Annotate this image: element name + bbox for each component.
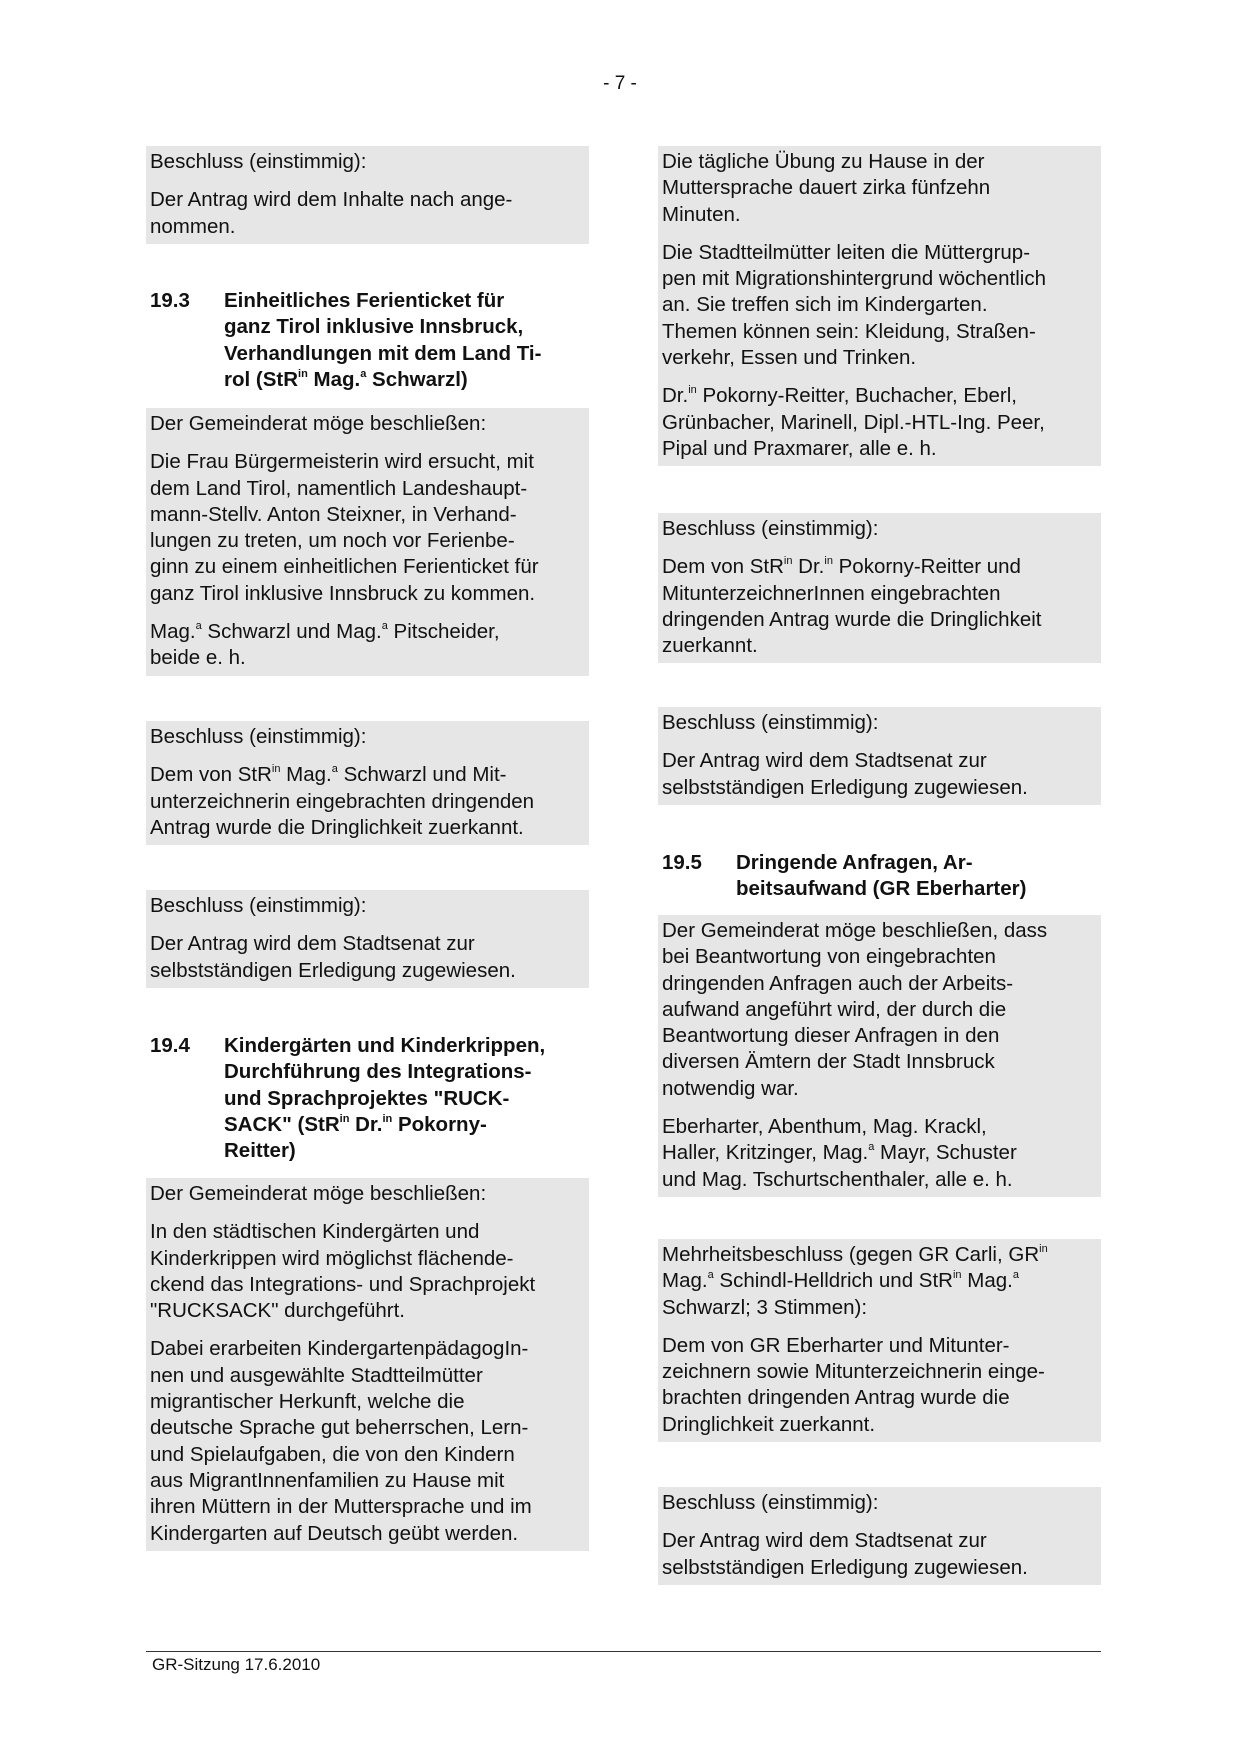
motion-box-19-4: [146, 1178, 589, 1551]
resolution-label: Beschluss (einstimmig):: [150, 150, 367, 173]
motion-box-19-3: [146, 408, 589, 676]
section-title: Kindergärten und Kinderkrippen, Durchführung des Integrations- und Sprachprojektes "RUCK- SACK" (StR$^{in}$ Dr.$^{in}$ Pokorny- Reitter): [224, 1034, 546, 1163]
resolution-text: Der Antrag wird dem Stadtsenat zur selbstständigen Erledigung zugewiesen.: [150, 932, 516, 982]
resolution-label: Beschluss (einstimmig):: [662, 517, 879, 540]
motion-text: Die tägliche Übung zu Hause in der Muttersprache dauert zirka fünfzehn Minuten.: [662, 150, 991, 226]
resolution-box-4: [658, 513, 1101, 663]
motion-text: In den städtischen Kindergärten und Kinderkrippen wird möglichst flächende- ckend das Integrations- und Sprachprojekt "RUCKSACK" durchgeführt.: [150, 1220, 536, 1323]
motion-text: Der Gemeinderat möge beschließen, dass bei Beantwortung von eingebrachten dringenden Anfragen auch der Arbeits- aufwand angeführt wird, der durch die Beantwortung dieser Anfragen in den diversen Ämtern der Stadt Innsbruck notwendig war.: [662, 919, 1048, 1100]
section-number: 19.3: [150, 289, 190, 312]
resolution-box-5: [658, 707, 1101, 805]
resolution-label: Beschluss (einstimmig):: [662, 1491, 879, 1514]
section-title: Dringende Anfragen, Ar- beitsaufwand (GR Eberharter): [736, 851, 1027, 901]
motion-label: Der Gemeinderat möge beschließen:: [150, 412, 487, 435]
resolution-text: Dem von GR Eberharter und Mitunter- zeichnern sowie Mitunterzeichnerin einge- brachten dringenden Antrag wurde die Dringlichkeit zuerkannt.: [662, 1333, 1045, 1436]
resolution-label: Beschluss (einstimmig):: [150, 894, 367, 917]
resolution-box-7: [658, 1487, 1101, 1585]
page-number: - 7 -: [603, 73, 637, 94]
section-heading-19-3: [146, 288, 589, 393]
motion-text: Die Stadtteilmütter leiten die Müttergrup- pen mit Migrationshintergrund wöchentlich an. Sie treffen sich im Kindergarten. Themen können sein: Kleidung, Straßen- verkehr, Essen und Trinken.: [662, 240, 1047, 370]
motion-label: Der Gemeinderat möge beschließen:: [150, 1182, 487, 1205]
resolution-label: Mehrheitsbeschluss (gegen GR Carli, $GR^{in}$ Mag.$^a$ Schindl-Helldrich und StR$^{in}$ Mag.$^a$ Schwarzl; 3 Stimmen):: [662, 1243, 1048, 1319]
motion-text: Die Frau Bürgermeisterin wird ersucht, mit dem Land Tirol, namentlich Landeshaupt- mann-Stellv. Anton Steixner, in Verhand- lungen zu treten, um noch vor Ferienbe- ginn zu einem einheitlichen Ferienticket für ganz Tirol inklusive Innsbruck zu kommen.: [150, 450, 539, 605]
resolution-text: Der Antrag wird dem Stadtsenat zur selbstständigen Erledigung zugewiesen.: [662, 749, 1028, 799]
motion-signers: Eberharter, Abenthum, Mag. Krackl, Haller, Kritzinger, Mag.$^a$ Mayr, Schuster und Mag. Tschurtschenthaler, alle e. h.: [662, 1115, 1017, 1191]
motion-text: Dabei erarbeiten KindergartenpädagogIn- nen und ausgewählte Stadtteilmütter migrantischer Herkunft, welche die deutsche Sprache gut beherrschen, Lern- und Spielaufgaben, die von den Kindern aus MigrantInnenfamilien zu Hause mit ihren Müttern in der Muttersprache und im Kindergarten auf Deutsch geübt werden.: [150, 1337, 532, 1545]
resolution-label: Beschluss (einstimmig):: [662, 711, 879, 734]
footer-text: GR-Sitzung 17.6.2010: [152, 1655, 321, 1674]
resolution-text: Dem von StR$^{in}$ Dr.$^{in}$ Pokorny-Reitter und MitunterzeichnerInnen eingebrachten dringenden Antrag wurde die Dringlichkeit zuerkannt.: [662, 555, 1042, 658]
resolution-box-2: [146, 721, 589, 845]
section-number: 19.5: [662, 851, 702, 874]
section-heading-19-4: [146, 1033, 589, 1164]
section-number: 19.4: [150, 1034, 190, 1057]
resolution-text: Der Antrag wird dem Inhalte nach ange- nommen.: [150, 188, 513, 238]
motion-signers: Dr.$^{in}$ Pokorny-Reitter, Buchacher, Eberl, Grünbacher, Marinell, Dipl.-HTL-Ing. Peer, Pipal und Praxmarer, alle e. h.: [662, 384, 1045, 460]
resolution-box-6: [658, 1239, 1101, 1442]
motion-signers: Mag.$^a$ Schwarzl und Mag.$^a$ Pitscheider, beide e. h.: [150, 620, 500, 670]
resolution-text: Dem von StR$^{in}$ Mag.$^a$ Schwarzl und Mit- unterzeichnerin eingebrachten dringenden Antrag wurde die Dringlichkeit zuerkannt.: [150, 763, 535, 839]
motion-box-19-5: [658, 915, 1101, 1197]
resolution-text: Der Antrag wird dem Stadtsenat zur selbstständigen Erledigung zugewiesen.: [662, 1529, 1028, 1579]
section-heading-19-5: [658, 850, 1101, 903]
section-title: Einheitliches Ferienticket für ganz Tirol inklusive Innsbruck, Verhandlungen mit dem Land Ti- rol (StR$^{in}$ Mag.$^a$ Schwarzl): [224, 289, 542, 391]
resolution-box-3: [146, 890, 589, 988]
resolution-label: Beschluss (einstimmig):: [150, 725, 367, 748]
resolution-box-1: [146, 146, 589, 244]
footer-divider: [146, 1651, 1101, 1652]
motion-continuation-box: [658, 146, 1101, 466]
